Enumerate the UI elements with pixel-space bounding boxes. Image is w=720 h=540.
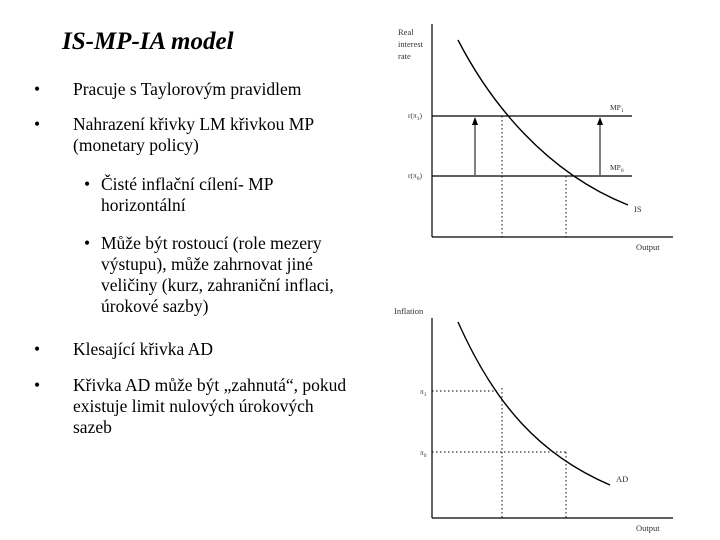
rate-pi1-label <box>408 111 423 122</box>
top-y-label-line: rate <box>398 51 411 61</box>
mp0-label-sub: 0 <box>620 168 624 174</box>
bullet-text-line: Klesající křivka AD <box>73 339 213 359</box>
rate-pi1-close: ) <box>419 111 423 120</box>
ad-curve-label: AD <box>616 474 629 484</box>
rate-pi0-main: r(π <box>408 171 417 180</box>
is-curve <box>458 40 628 205</box>
bullet-text-line: výstupu), může zahrnovat jiné <box>101 254 313 274</box>
ad-curve <box>458 322 610 485</box>
mp1-label-sub: 1 <box>620 108 624 114</box>
bottom-y-label: Inflation <box>394 306 424 316</box>
pi1-sub: 1 <box>423 392 427 398</box>
bullet-dot: • <box>34 79 41 99</box>
bullet-dot: • <box>84 233 91 253</box>
is-curve-label: IS <box>634 204 642 214</box>
pi1-main: π <box>420 387 424 396</box>
bullet-dot: • <box>34 339 41 359</box>
pi0-sub: 0 <box>423 453 427 459</box>
rate-pi0-sub: 0 <box>416 176 420 182</box>
mp1-label <box>610 103 624 114</box>
top-y-label-line: Real <box>398 27 414 37</box>
mp0-label-main: MP <box>610 163 621 172</box>
bullet-dot: • <box>34 375 41 395</box>
bullet-text-line: Pracuje s Taylorovým pravidlem <box>73 79 302 99</box>
bullet-text-line: sazeb <box>73 417 112 437</box>
rate-pi1-main: r(π <box>408 111 417 120</box>
bullet-dot: • <box>84 174 91 194</box>
rate-pi0-close: ) <box>419 171 423 180</box>
bullet-text-line: úrokové sazby) <box>101 296 209 316</box>
bottom-x-label: Output <box>636 523 660 533</box>
pi1-label <box>420 387 427 398</box>
bullet-text-line: veličiny (kurz, zahraniční inflaci, <box>101 275 334 295</box>
pi0-label <box>420 448 427 459</box>
bullet-text-line: Může být rostoucí (role mezery <box>101 233 322 253</box>
bullet-text-line: Křivka AD může být „zahnutá“, pokud <box>73 375 347 395</box>
pi0-main: π <box>420 448 424 457</box>
mp0-label <box>610 163 624 174</box>
bullet-dot: • <box>34 114 41 134</box>
top-y-label-line: interest <box>398 39 424 49</box>
rate-pi1-sub: 1 <box>416 116 420 122</box>
bullet-text-line: horizontální <box>101 195 186 215</box>
arrow-head-icon <box>472 117 478 125</box>
bullet-text-line: Nahrazení křivky LM křivkou MP <box>73 114 315 134</box>
bullet-text-line: existuje limit nulových úrokových <box>73 396 314 416</box>
rate-pi0-label <box>408 171 423 182</box>
arrow-head-icon <box>597 117 603 125</box>
mp1-label-main: MP <box>610 103 621 112</box>
top-x-label: Output <box>636 242 660 252</box>
bullet-text-line: Čisté inflační cílení- MP <box>101 174 274 194</box>
bullet-text-line: (monetary policy) <box>73 135 199 155</box>
slide-title: IS-MP-IA model <box>62 28 234 55</box>
